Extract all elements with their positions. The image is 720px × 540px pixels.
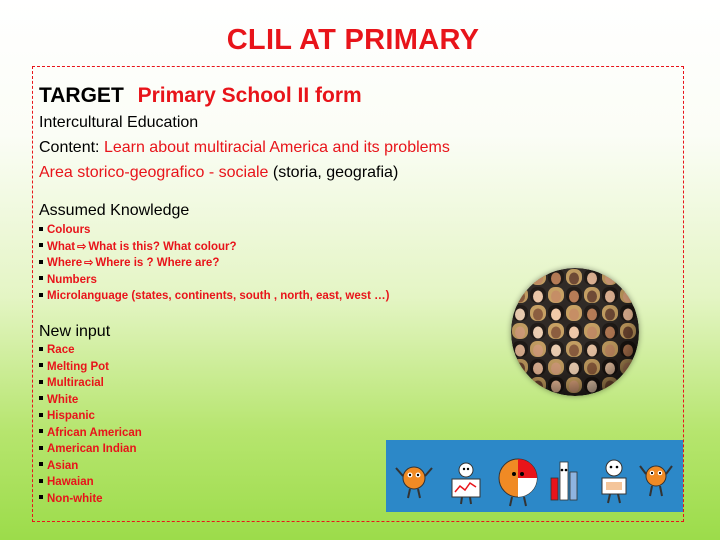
slide-title: CLIL AT PRIMARY [226,24,480,56]
pie-robot-icon [499,459,537,506]
list-item-text: Hispanic [47,410,95,422]
bullet-icon [39,446,43,450]
list-item-text: American Indian [47,443,137,455]
target-line [39,84,362,108]
bullet-icon [39,347,43,351]
assumed-knowledge-list [39,222,390,305]
new-input-heading: New input [39,323,111,340]
list-item-text: Race [47,344,75,356]
list-item-text: Hawaian [47,476,94,488]
robot-figures-icon [386,440,683,512]
content-line [39,139,450,157]
list-item-text: Non-white [47,492,103,505]
bullet-icon [39,462,43,466]
robot-figure-icon [640,466,672,496]
list-item [39,375,142,392]
robot-figure-icon [452,463,480,504]
bullet-icon [39,243,43,247]
list-item [39,342,142,359]
robots-banner-image [386,440,683,512]
content-label: Content: [39,139,100,156]
list-item [39,222,390,239]
target-value: Primary School II form [137,84,362,107]
list-item [39,474,142,491]
new-input-list [39,342,142,507]
bullet-icon [39,363,43,367]
bullet-icon [39,479,43,483]
list-item [39,288,390,305]
intercultural-line: Intercultural Education [39,114,199,131]
bullet-icon [39,227,43,231]
list-item [39,392,142,409]
bullet-icon [39,276,43,280]
bullet-icon [39,413,43,417]
bullet-icon [39,380,43,384]
list-item-text: Colours [47,224,91,236]
list-item [39,458,142,475]
arrow-right-icon: ⇨ [77,240,87,253]
list-item-text: What [47,240,76,253]
list-item-text: Asian [47,459,79,472]
target-label: TARGET [39,84,124,107]
list-item [39,425,142,442]
globe-icon [511,268,639,396]
list-item [39,408,142,425]
list-item-text: Multiracial [47,377,104,389]
list-item [39,441,142,458]
bullet-icon [39,293,43,297]
list-item [39,239,390,256]
bullet-icon [39,396,43,400]
list-item-text: What is this? What colour? [88,240,237,253]
list-item-text: Where is ? Where are? [95,257,220,269]
list-item [39,359,142,376]
list-item-text: Melting Pot [47,360,109,373]
bar-chart-robot-icon [551,462,577,500]
area-red-text: Area storico-geografico - sociale [39,164,269,181]
arrow-right-icon: ⇨ [84,257,94,269]
area-line [39,164,398,182]
list-item-text: White [47,393,79,406]
content-value: Learn about multiracial America and its problems [103,139,450,156]
assumed-knowledge-heading: Assumed Knowledge [39,202,190,219]
robot-figure-icon [602,460,626,503]
bullet-icon [39,260,43,264]
list-item-text: Microlanguage (states, continents, south , north, east, west …) [47,290,390,302]
bullet-icon [39,429,43,433]
list-item-text: Numbers [47,273,97,286]
list-item [39,272,390,289]
robot-figure-icon [396,467,432,498]
list-item-text: African American [47,426,142,439]
list-item-text: Where [47,257,83,269]
list-item [39,491,142,508]
area-black-text: (storia, geografia) [272,164,399,181]
bullet-icon [39,495,43,499]
list-item [39,255,390,272]
